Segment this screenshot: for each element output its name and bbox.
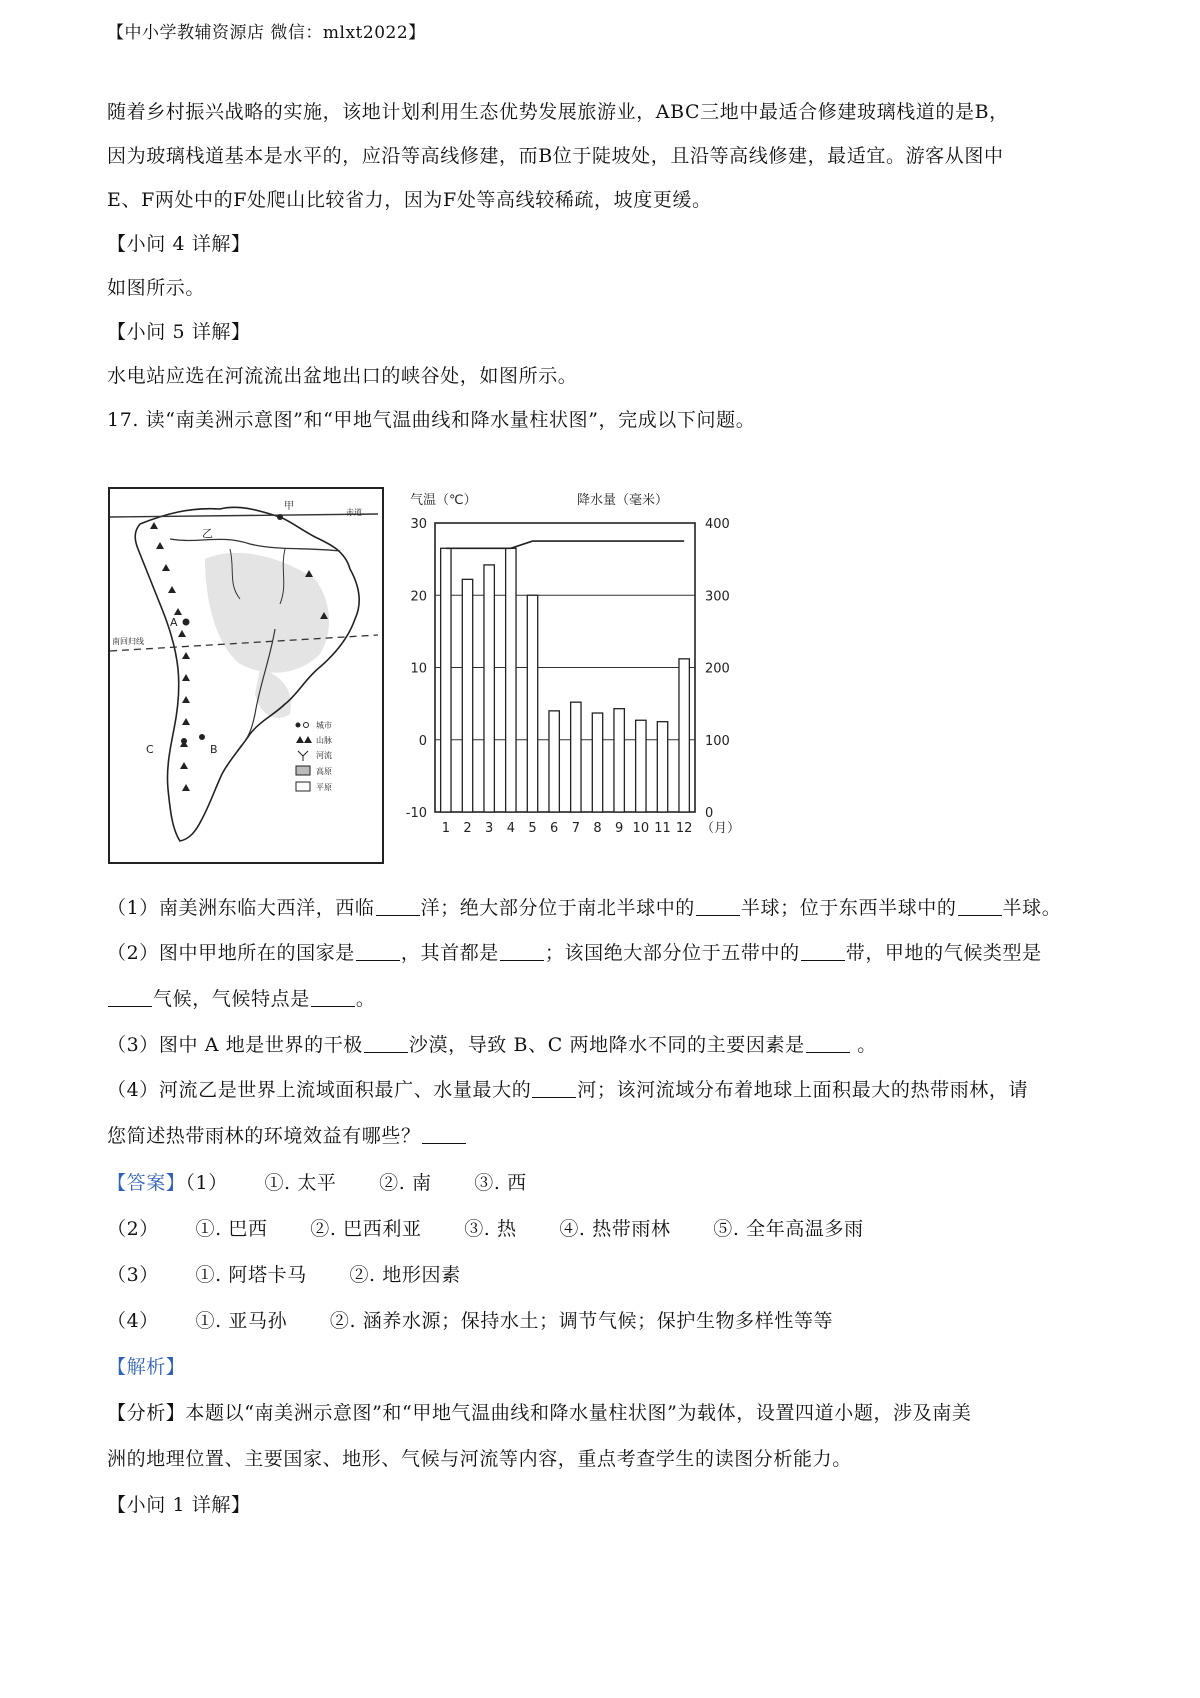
para1-line2: 因为玻璃栈道基本是水平的，应沿等高线修建，而B位于陡坡处，且沿等高线修建，最适宜。游客从图中 bbox=[107, 145, 1004, 167]
para1-line1: 随着乡村振兴战略的实施，该地计划利用生态优势发展旅游业，ABC三地中最适合修建玻璃栈道的是B， bbox=[107, 101, 1009, 123]
svg-text:平原: 平原 bbox=[316, 783, 332, 792]
question-17-title: 17. 读“南美洲示意图”和“甲地气温曲线和降水量柱状图”，完成以下问题。 bbox=[107, 409, 756, 431]
month-tick-label: 1 bbox=[441, 821, 450, 836]
q5-detail-label: 【小问 5 详解】 bbox=[107, 321, 251, 343]
svg-text:河流: 河流 bbox=[316, 751, 332, 760]
right-tick-label: 0 bbox=[705, 806, 714, 821]
question-17-2-line1: （2）图中甲地所在的国家是 ，其首都是 ；该国绝大部分位于五带中的 带，甲地的气候类型是 bbox=[107, 942, 1042, 964]
precip-bar bbox=[592, 713, 602, 812]
left-tick-label: 0 bbox=[418, 733, 427, 749]
right-tick-label: 400 bbox=[705, 517, 730, 532]
month-tick-label: 5 bbox=[528, 821, 537, 836]
question-17-4-line2: 您简述热带雨林的环境效益有哪些？ bbox=[107, 1121, 467, 1148]
question-17-3: （3）图中 A 地是世界的干极 沙漠，导致 B、C 两地降水不同的主要因素是 。 bbox=[107, 1034, 877, 1056]
left-tick-label: 30 bbox=[410, 517, 427, 532]
q1-detail-label: 【小问 1 详解】 bbox=[107, 1494, 251, 1516]
climate-chart-svg bbox=[395, 490, 775, 875]
answer-blank[interactable] bbox=[108, 1005, 152, 1007]
month-tick-label: 2 bbox=[463, 821, 472, 836]
south-america-map bbox=[108, 487, 384, 864]
page-header: 【中小学教辅资源店 微信：mlxt2022】 bbox=[107, 23, 426, 43]
right-axis-label: 降水量（毫米） bbox=[577, 493, 669, 508]
q5-detail-text: 水电站应选在河流流出盆地出口的峡谷处，如图所示。 bbox=[107, 365, 578, 387]
precip-bar bbox=[679, 659, 689, 812]
answer-blank[interactable] bbox=[958, 914, 1002, 916]
precip-bar bbox=[657, 722, 667, 812]
q4-detail-label: 【小问 4 详解】 bbox=[107, 233, 251, 255]
answer-row-3: （3） ①. 阿塔卡马 ②. 地形因素 bbox=[107, 1264, 461, 1286]
q4-detail-text: 如图所示。 bbox=[107, 277, 206, 299]
analysis-line1: 【分析】本题以“南美洲示意图”和“甲地气温曲线和降水量柱状图”为载体，设置四道小题，涉及南美 bbox=[107, 1402, 972, 1424]
precip-bar bbox=[484, 565, 494, 812]
right-tick-label: 100 bbox=[705, 733, 730, 749]
month-tick-label: 8 bbox=[593, 821, 602, 836]
temperature-line bbox=[446, 541, 684, 548]
answer-row-1: 【答案】（1） ①. 太平 ②. 南 ③. 西 bbox=[107, 1172, 527, 1194]
right-tick-label: 300 bbox=[705, 589, 730, 605]
map-drawing bbox=[110, 489, 382, 862]
right-tick-label: 200 bbox=[705, 661, 730, 677]
map-legend bbox=[296, 720, 333, 792]
left-axis-label: 气温（℃） bbox=[410, 493, 477, 508]
answer-blank[interactable] bbox=[696, 914, 740, 916]
month-tick-label: 12 bbox=[675, 821, 693, 836]
left-tick-label: 10 bbox=[410, 661, 427, 677]
answer-blank[interactable] bbox=[376, 914, 420, 916]
answer-blank[interactable] bbox=[356, 959, 400, 961]
map-label-B: B bbox=[210, 743, 218, 756]
left-tick-label: 20 bbox=[410, 589, 427, 605]
month-unit-label: （月） bbox=[701, 821, 741, 836]
question-17-4-line1: （4）河流乙是世界上流域面积最广、水量最大的 河；该河流域分布着地球上面积最大的热带雨林，请 bbox=[107, 1079, 1029, 1101]
map-label-A: A bbox=[170, 616, 178, 629]
analysis-line2: 洲的地理位置、主要国家、地形、气候与河流等内容，重点考查学生的读图分析能力。 bbox=[107, 1448, 852, 1470]
precip-bar bbox=[549, 711, 559, 812]
analysis-label: 【解析】 bbox=[107, 1356, 186, 1378]
answer-label: 【答案】 bbox=[107, 1172, 186, 1194]
precip-bar bbox=[462, 579, 472, 812]
answer-blank[interactable] bbox=[801, 959, 845, 961]
question-17-2-line2: 气候，气候特点是 。 bbox=[107, 984, 375, 1011]
map-label-tropic: 南回归线 bbox=[112, 637, 144, 646]
month-tick-label: 11 bbox=[654, 821, 671, 836]
precip-bar bbox=[506, 548, 516, 812]
answer-row-2: （2） ①. 巴西 ②. 巴西利亚 ③. 热 ④. 热带雨林 ⑤. 全年高温多雨 bbox=[107, 1218, 864, 1240]
left-tick-label: -10 bbox=[405, 806, 427, 821]
answer-blank[interactable] bbox=[500, 959, 544, 961]
precip-bar bbox=[571, 702, 581, 812]
svg-text:山脉: 山脉 bbox=[316, 736, 332, 745]
answer-blank[interactable] bbox=[806, 1051, 850, 1053]
map-label-C: C bbox=[146, 743, 154, 756]
precip-bar bbox=[614, 709, 624, 812]
para1-line3: E、F两处中的F处爬山比较省力，因为F处等高线较稀疏，坡度更缓。 bbox=[107, 189, 712, 211]
month-tick-label: 7 bbox=[571, 821, 580, 836]
answer-blank[interactable] bbox=[311, 1005, 355, 1007]
precip-bar bbox=[636, 720, 646, 812]
precip-bar bbox=[441, 548, 451, 812]
answer-blank[interactable] bbox=[364, 1051, 408, 1053]
precip-bar bbox=[527, 595, 537, 812]
climate-chart bbox=[395, 490, 775, 875]
month-tick-label: 10 bbox=[632, 821, 650, 836]
answer-blank[interactable] bbox=[422, 1142, 466, 1144]
month-tick-label: 3 bbox=[485, 821, 494, 836]
answer-blank[interactable] bbox=[532, 1096, 576, 1098]
question-17-1: （1）南美洲东临大西洋，西临 洋；绝大部分位于南北半球中的 半球；位于东西半球中的 半球。 bbox=[107, 897, 1062, 919]
month-tick-label: 6 bbox=[550, 821, 559, 836]
month-tick-label: 9 bbox=[615, 821, 624, 836]
svg-text:高原: 高原 bbox=[316, 767, 332, 776]
map-label-equator: 赤道 bbox=[346, 508, 362, 517]
svg-text:城市: 城市 bbox=[316, 721, 332, 730]
month-tick-label: 4 bbox=[506, 821, 515, 836]
map-label-jia: 甲 bbox=[284, 501, 294, 512]
map-label-yi: 乙 bbox=[202, 527, 213, 540]
answer-row-4: （4） ①. 亚马孙 ②. 涵养水源；保持水土；调节气候；保护生物多样性等等 bbox=[107, 1310, 834, 1332]
